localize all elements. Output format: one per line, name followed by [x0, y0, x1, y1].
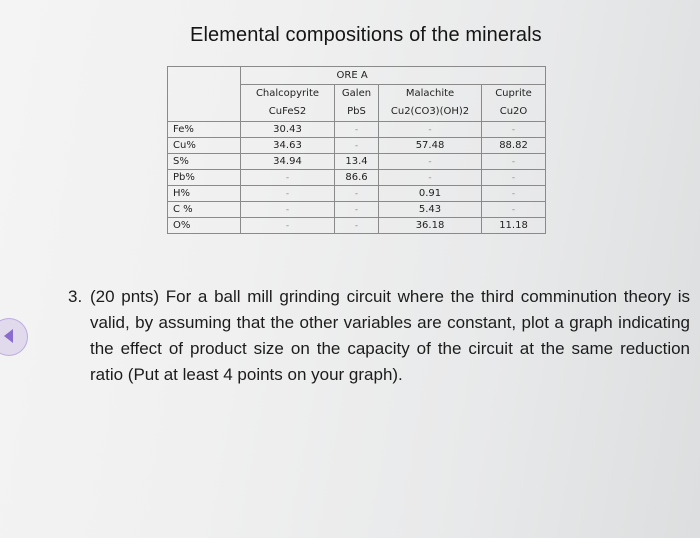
table-cell: -	[241, 218, 335, 234]
table-cell: -	[335, 202, 379, 218]
table-cell: 11.18	[482, 218, 546, 234]
table-cell: -	[482, 186, 546, 202]
table-cell: 57.48	[379, 138, 482, 154]
ore-header: ORE A	[335, 67, 482, 85]
table-cell: -	[482, 122, 546, 138]
table-row	[168, 138, 546, 154]
table-cell: -	[241, 186, 335, 202]
table-row	[168, 122, 546, 138]
table-cell: 34.63	[241, 138, 335, 154]
table-cell: -	[379, 170, 482, 186]
table-cell: 86.6	[335, 170, 379, 186]
row-label: Cu%	[168, 138, 241, 154]
column-formula: PbS	[335, 103, 379, 122]
ore-header-row	[168, 67, 546, 85]
row-label: Pb%	[168, 170, 241, 186]
question-block	[68, 284, 690, 388]
table-cell: 34.94	[241, 154, 335, 170]
table-corner-cell	[168, 67, 241, 122]
row-label: S%	[168, 154, 241, 170]
table-cell: -	[335, 218, 379, 234]
table-cell: 30.43	[241, 122, 335, 138]
table-cell: 13.4	[335, 154, 379, 170]
column-header: Cuprite	[482, 85, 546, 104]
table-row	[168, 218, 546, 234]
column-formula: CuFeS2	[241, 103, 335, 122]
table-cell	[241, 67, 335, 85]
table-row	[168, 154, 546, 170]
table-cell: -	[241, 202, 335, 218]
table-cell: -	[241, 170, 335, 186]
table-cell: -	[379, 154, 482, 170]
column-header: Chalcopyrite	[241, 85, 335, 104]
row-label: H%	[168, 186, 241, 202]
table-cell: -	[335, 122, 379, 138]
table-row	[168, 170, 546, 186]
row-label: C %	[168, 202, 241, 218]
table-row	[168, 202, 546, 218]
column-formula: Cu2(CO3)(OH)2	[379, 103, 482, 122]
table-cell: -	[379, 122, 482, 138]
table-cell: 0.91	[379, 186, 482, 202]
row-label: Fe%	[168, 122, 241, 138]
column-header: Malachite	[379, 85, 482, 104]
column-header: Galen	[335, 85, 379, 104]
table-cell: -	[482, 170, 546, 186]
column-formula: Cu2O	[482, 103, 546, 122]
table-cell: -	[482, 202, 546, 218]
page-title: Elemental compositions of the minerals	[190, 24, 542, 46]
question-number: 3.	[68, 287, 83, 306]
back-arrow-icon	[4, 329, 13, 343]
table-cell: 5.43	[379, 202, 482, 218]
table-cell: -	[335, 138, 379, 154]
row-label: O%	[168, 218, 241, 234]
table-cell: 36.18	[379, 218, 482, 234]
question-text: (20 pnts) For a ball mill grinding circuit where the third comminution theory is valid, by assuming that the other variables are constant, plot a graph indicating the effect of product size on the capacity of the circuit at the same reduction ratio (Put at least 4 points on your graph).	[90, 287, 690, 384]
composition-table	[167, 66, 546, 234]
table-cell: 88.82	[482, 138, 546, 154]
table-cell	[482, 67, 546, 85]
table-cell: -	[335, 186, 379, 202]
table-row	[168, 186, 546, 202]
table-cell: -	[482, 154, 546, 170]
